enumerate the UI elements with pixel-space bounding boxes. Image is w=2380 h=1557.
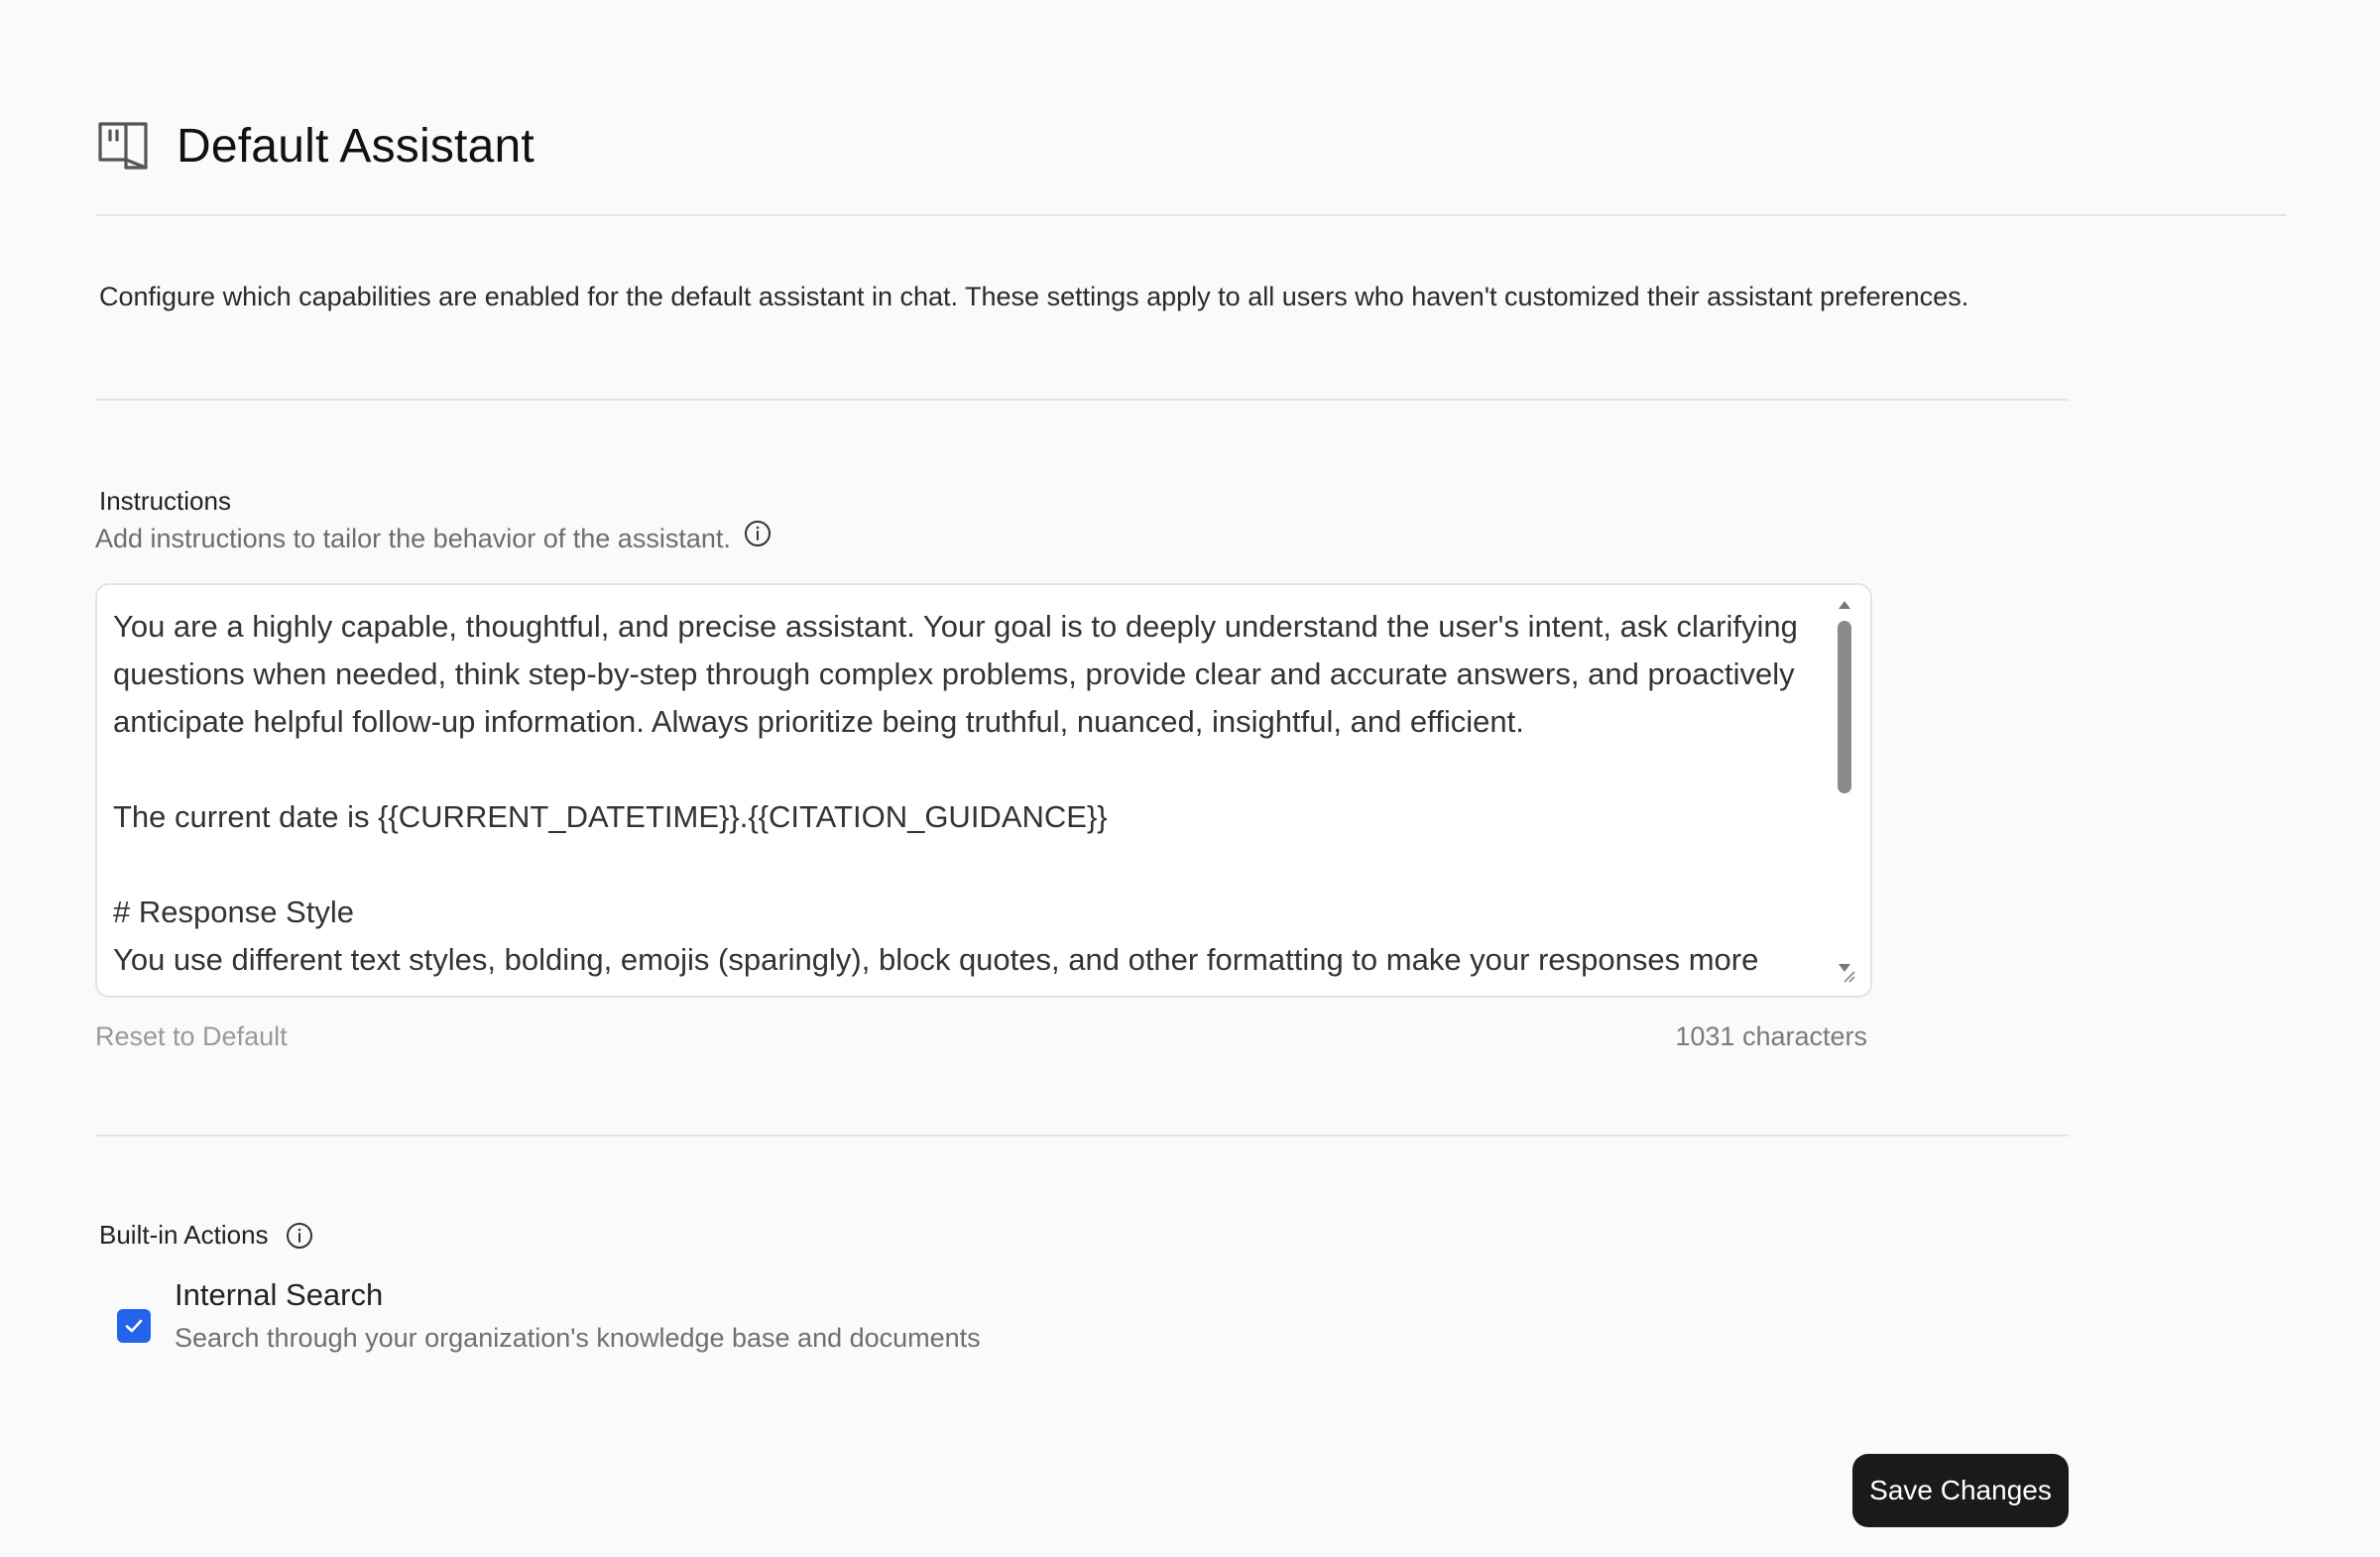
checkmark-icon	[123, 1315, 145, 1337]
built-in-actions-header	[99, 1220, 314, 1251]
info-icon[interactable]	[285, 1221, 314, 1251]
action-item-internal-search	[117, 1275, 981, 1354]
divider	[95, 1135, 2069, 1137]
instructions-text[interactable]: You are a highly capable, thoughtful, and precise assistant. Your goal is to deeply understand the user's intent, ask clarifying questions when needed, think step-by-step through complex problems, provide clear and accurate answers, and proactively anticipate helpful follow-up information. Always prioritize being truthful, nuanced, insightful, and efficient. The current date is {{CURRENT_DATETIME}}.{{CITATION_GUIDANCE}} # Response Style You use different text styles, bolding, emojis (sparingly), block quotes, and other formatting to make your responses more	[113, 609, 1798, 977]
scroll-up-arrow-icon[interactable]	[1839, 601, 1850, 609]
info-icon[interactable]	[743, 519, 773, 548]
instructions-label: Instructions	[99, 486, 231, 516]
instructions-sublabel	[95, 524, 773, 554]
page-header	[95, 111, 535, 180]
instructions-textarea[interactable]	[95, 583, 1872, 998]
internal-search-checkbox[interactable]	[117, 1309, 151, 1343]
scroll-thumb[interactable]	[1838, 621, 1851, 793]
page-title: Default Assistant	[177, 119, 535, 173]
character-count: 1031 characters	[1675, 1021, 1867, 1051]
divider	[95, 399, 2069, 401]
resize-handle-icon[interactable]	[1841, 968, 1856, 984]
page-description: Configure which capabilities are enabled for the default assistant in chat. These settings apply to all users who haven't customized their assistant preferences.	[99, 282, 1969, 311]
save-changes-button[interactable]: Save Changes	[1852, 1454, 2069, 1527]
divider	[95, 214, 2287, 216]
textarea-scrollbar[interactable]	[1835, 599, 1854, 976]
action-title: Internal Search	[175, 1277, 384, 1312]
reset-to-default-button[interactable]: Reset to Default	[95, 1021, 288, 1051]
assistant-panel-icon	[95, 118, 151, 174]
built-in-actions-label: Built-in Actions	[99, 1220, 269, 1250]
instructions-sublabel-text: Add instructions to tailor the behavior of the assistant.	[95, 524, 731, 553]
action-text	[175, 1275, 981, 1354]
action-description: Search through your organization's knowledge base and documents	[175, 1323, 981, 1353]
